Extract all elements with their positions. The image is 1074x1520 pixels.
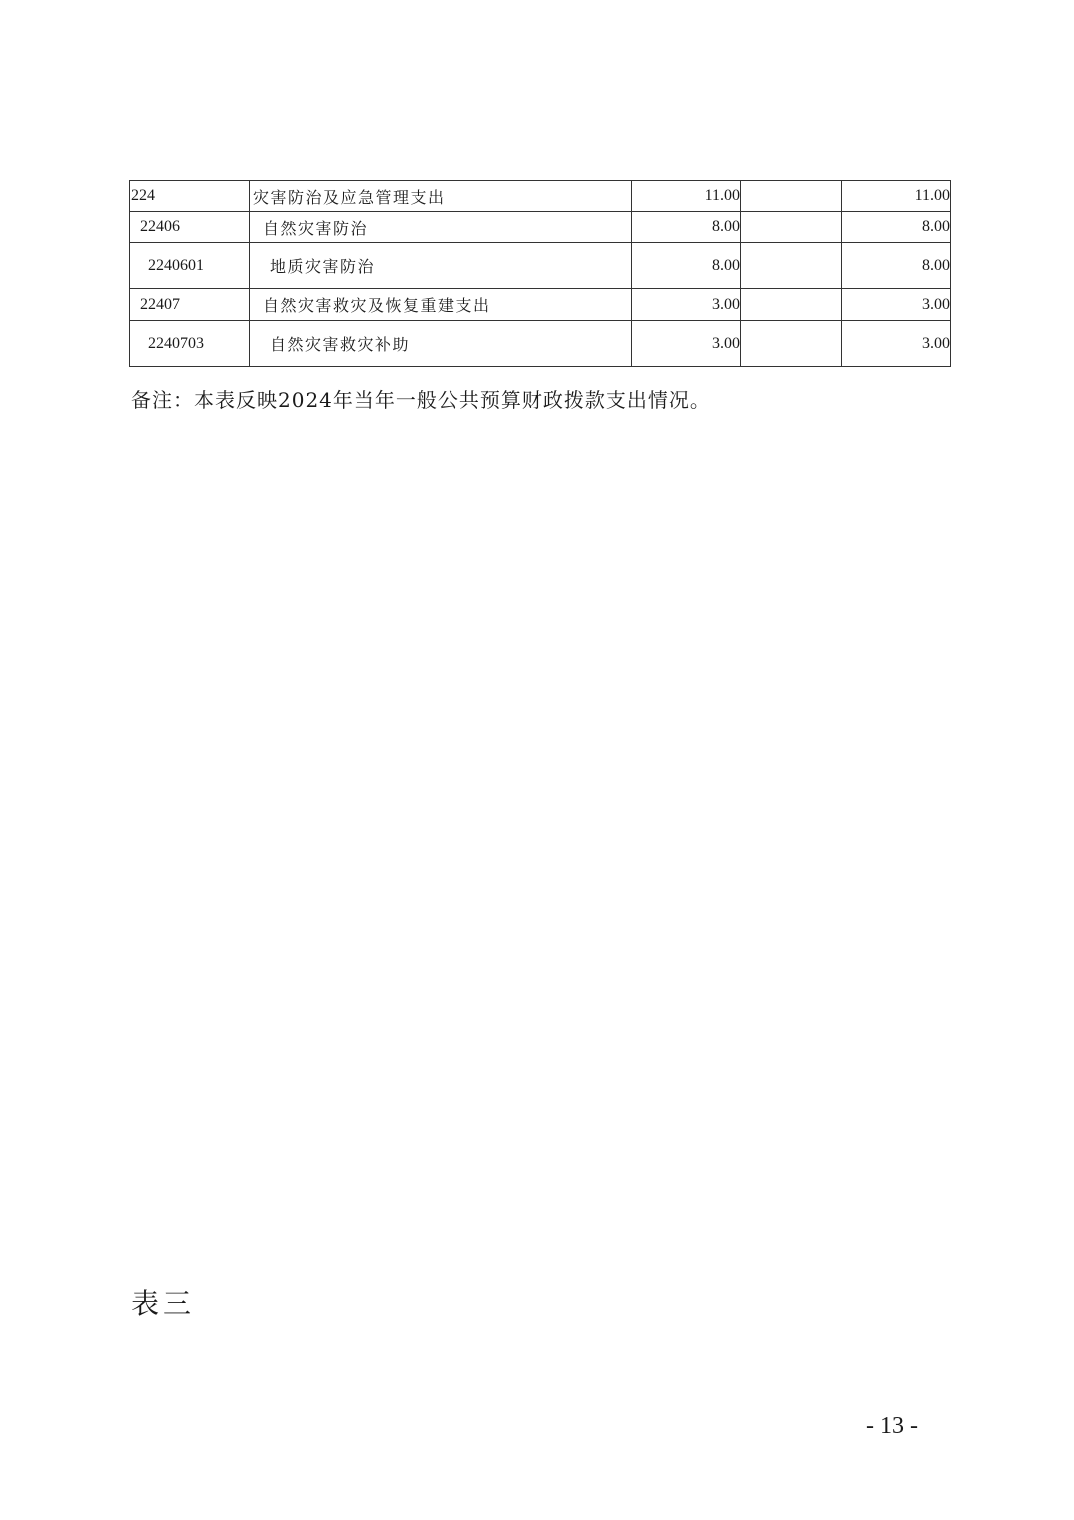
page-number: - 13 - — [866, 1413, 918, 1439]
total-cell: 3.00 — [632, 321, 741, 367]
table-row — [130, 181, 951, 212]
project-cell: 11.00 — [842, 181, 951, 212]
subject-name-cell: 地质灾害防治 — [250, 243, 632, 289]
project-cell: 8.00 — [842, 243, 951, 289]
basic-cell — [741, 321, 842, 367]
table-label: 表三 — [131, 1287, 196, 1320]
subject-name-cell: 自然灾害救灾补助 — [250, 321, 632, 367]
table-row — [130, 289, 951, 321]
subject-code-cell: 224 — [130, 181, 250, 212]
subject-name-cell: 自然灾害防治 — [250, 212, 632, 243]
table-row — [130, 243, 951, 289]
table-row — [130, 321, 951, 367]
budget-table — [129, 180, 951, 367]
table-note: 备注：本表反映2024年当年一般公共预算财政拨款支出情况。 — [131, 388, 711, 412]
basic-cell — [741, 243, 842, 289]
table-row — [130, 212, 951, 243]
total-cell: 11.00 — [632, 181, 741, 212]
subject-name-cell: 自然灾害救灾及恢复重建支出 — [250, 289, 632, 321]
basic-cell — [741, 181, 842, 212]
subject-code-cell: 2240703 — [130, 321, 250, 367]
project-cell: 3.00 — [842, 289, 951, 321]
total-cell: 3.00 — [632, 289, 741, 321]
basic-cell — [741, 212, 842, 243]
subject-name-cell: 灾害防治及应急管理支出 — [250, 181, 632, 212]
subject-code-cell: 22406 — [130, 212, 250, 243]
total-cell: 8.00 — [632, 243, 741, 289]
subject-code-cell: 2240601 — [130, 243, 250, 289]
project-cell: 3.00 — [842, 321, 951, 367]
basic-cell — [741, 289, 842, 321]
project-cell: 8.00 — [842, 212, 951, 243]
total-cell: 8.00 — [632, 212, 741, 243]
subject-code-cell: 22407 — [130, 289, 250, 321]
